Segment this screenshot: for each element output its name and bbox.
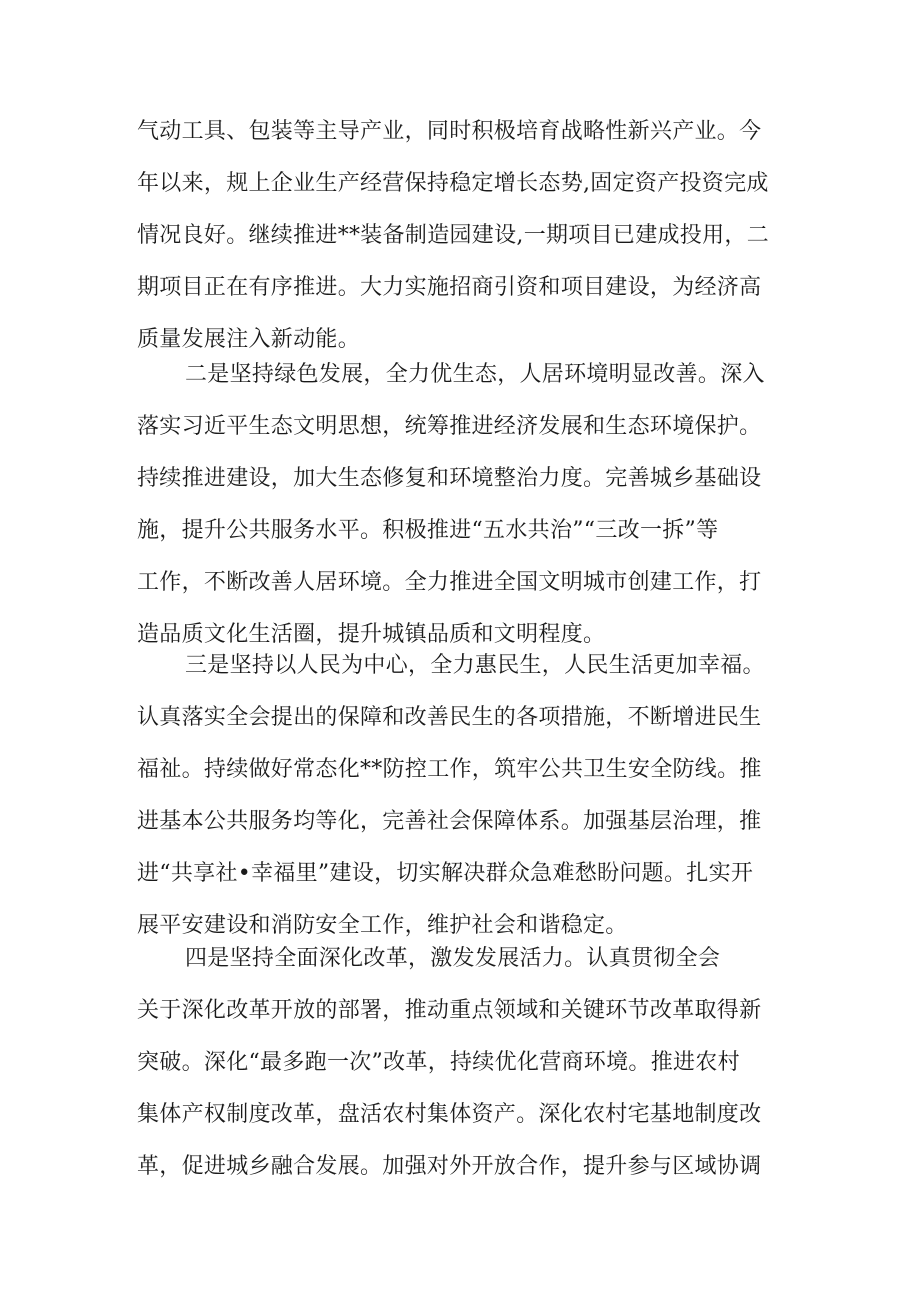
paragraph-people-livelihood [137, 640, 787, 952]
text-line: 集体产权制度改革，盘活农村集体资产。深化农村宅基地制度改 [137, 1102, 762, 1127]
text-line: 情况良好。继续推进**装备制造园建设,一期项目已建成投用，二 [137, 223, 769, 248]
text-line: 三是坚持以人民为中心，全力惠民生，人民生活更加幸福。 [185, 653, 765, 678]
text-line: 关于深化改革开放的部署，推动重点领域和关键环节改革取得新 [137, 998, 762, 1023]
text-line: 落实习近平生态文明思想，统筹推进经济发展和生态环境保护。 [137, 414, 762, 439]
text-line: 认真落实全会提出的保障和改善民生的各项措施，不断增进民生 [137, 705, 762, 730]
text-line: 福祉。持续做好常态化**防控工作，筑牢公共卫生安全防线。推 [137, 757, 762, 782]
text-line: 展平安建设和消防安全工作，维护社会和谐稳定。 [137, 913, 628, 938]
text-line: 二是坚持绿色发展，全力优生态，人居环境明显改善。深入 [185, 362, 765, 387]
text-line: 期项目正在有序推进。大力实施招商引资和项目建设，为经济高 [137, 275, 762, 300]
text-line: 革，促进城乡融合发展。加强对外开放合作，提升参与区域协调 [137, 1154, 762, 1179]
text-line: 四是坚持全面深化改革，激发发展活力。认真贯彻全会 [185, 946, 721, 971]
text-line: 气动工具、包装等主导产业，同时积极培育战略性新兴产业。今 [137, 119, 762, 144]
text-line: 突破。深化“最多跑一次”改革，持续优化营商环境。推进农村 [137, 1050, 740, 1075]
text-line: 年以来，规上企业生产经营保持稳定增长态势,固定资产投资完成 [137, 171, 769, 196]
text-line: 持续推进建设，加大生态修复和环境整治力度。完善城乡基础设 [137, 466, 762, 491]
text-line: 进基本公共服务均等化，完善社会保障体系。加强基层治理，推 [137, 809, 762, 834]
paragraph-green-development [137, 349, 787, 661]
text-line: 工作，不断改善人居环境。全力推进全国文明城市创建工作，打 [137, 570, 762, 595]
text-line: 质量发展注入新动能。 [137, 327, 361, 352]
text-line: 施，提升公共服务水平。积极推进“五水共治”“三改一拆”等 [137, 518, 719, 543]
paragraph-industry [137, 106, 787, 366]
paragraph-deepen-reform [137, 933, 787, 1193]
text-line: 进“共享社•幸福里”建设，切实解决群众急难愁盼问题。扎实开 [137, 861, 754, 886]
text-line: 造品质文化生活圈，提升城镇品质和文明程度。 [137, 622, 606, 647]
